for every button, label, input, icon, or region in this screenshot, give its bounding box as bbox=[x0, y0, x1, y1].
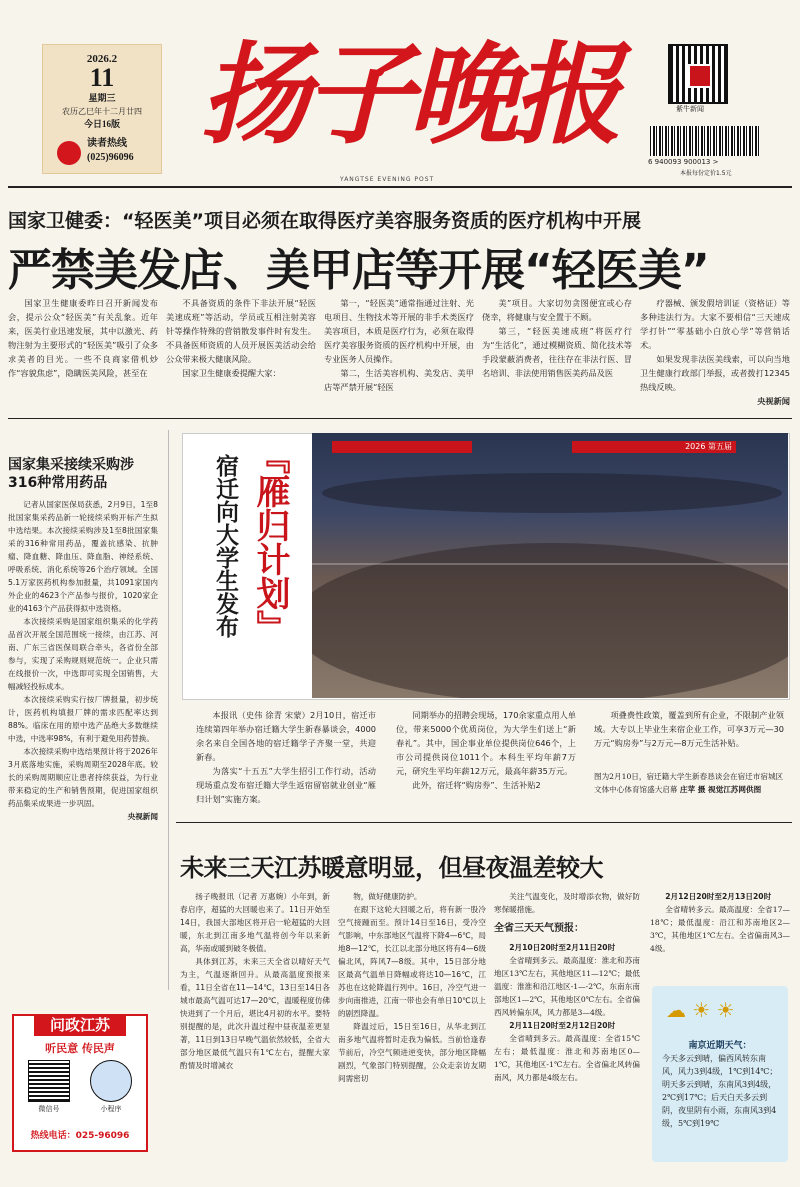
side-credit: 央视新闻 bbox=[127, 812, 158, 821]
weather-col-3: 关注气温变化，及时增添衣物，做好防寒保暖措施。 全省三天天气预报： 2月10日20时至2月11日20时 全省晴到多云。最高温度：淮北和苏南地区13℃左右，其他地区11—12℃；最低温度：淮淮和沿江地区-1—-2℃，东南东南部地区1—2℃，其他地区0℃左右。全省偏西风转偏东风，风力都是3—4级。 2月11日20时至2月12日20时 全省晴到多云。最高温度：全省15℃左右；最低温度：淮北和苏南地区0—1℃，其他地区-1℃左右。全省偏北风转偏南风，风力都是4级左右。 bbox=[494, 892, 640, 1082]
weather-col-2: 物，做好健康防护。 在跟下这轮大回暖之后，将有新一股冷空气接踵而至。预计14日至16日，受冷空气影响，中东部地区气温将下降4—6℃，局地8—12℃，长江以北部分地区将有4—6级偏北风，阵风7—8级。其中，15日部分地区最高气温单日降幅或将达10—16℃，江苏也在这轮降温行列中。16日，冷空气进一步向南推进，江南一带也会有单日10℃以上的剧烈降温。 降温过后，15日至16日，从华北到江南多地气温将暂时走我为偏低。当前恰逢春节前后，冷空气频进逆变快，部分地区降幅剧烈，气象部门特别提醒，公众走亲访友期间需密切 bbox=[338, 892, 486, 1083]
feature-caption: 图为2月10日，宿迁籍大学生新春恳谈会在宿迁市宿城区文体中心体育馆盛大启幕 庄苹 摄 视觉江苏网供图 bbox=[594, 772, 784, 794]
crowd-floor bbox=[312, 543, 788, 698]
forecast-2-body: 全省晴到多云。最高温度：全省15℃左右；最低温度：淮北和苏南地区0—1℃，其他地区-1℃左右。全省偏北风转偏南风，风力都是4级左右。 bbox=[494, 1034, 640, 1082]
price-note: 本报每份定价1.5元 bbox=[680, 170, 732, 177]
wenzheng-box bbox=[12, 1014, 148, 1152]
wenzheng-subtitle: 听民意 传民声 bbox=[45, 1042, 115, 1055]
hotline: 读者热线 (025)96096 bbox=[87, 138, 134, 163]
feature-divider bbox=[176, 822, 792, 823]
lead-col-2: 不具备资质的条件下非法开展“轻医美速成班”等活动，学员或互相注射美容针等操作特殊的营销散发事件时有发生。不具备医师资质的人员开展医美活动会给公众带来极大健康风险。 国家卫生健康委提醒大家： bbox=[166, 298, 316, 378]
lunar-date: 农历乙巳年十二月廿四 bbox=[62, 107, 142, 116]
nanjing-weather-title: 南京近期天气： bbox=[688, 1041, 752, 1051]
lead-col-4: 美”项目。大家切勿贪图便宜或心存侥幸，将健康与安全置于不顾。 第三，“轻医美速成班”将医疗行为“生活化”，通过模糊资质、简化技术等手段蒙蔽消费者，往往存在非法行医、冒名培训、非法使用销售医美药品及医 bbox=[482, 298, 632, 378]
crowd-top bbox=[322, 473, 782, 513]
lead-kicker: 国家卫健委：“轻医美”项目必须在取得医疗美容服务资质的医疗机构中开展 bbox=[8, 210, 641, 232]
feature-col-2: 同期举办的招聘会现场，170余家重点用人单位，带来5000个优质岗位，为大学生们送上“新春礼”。其中，国企事业单位提供岗位646个，上市公司提供岗位1011个。本科生平均年薪7万元，研究生平均年薪12万元，最高年薪35万元。 此外，宿迁将“购房券”、生活补贴2 bbox=[396, 710, 576, 790]
miniprogram-qr-icon bbox=[90, 1060, 132, 1102]
qr-code-icon bbox=[668, 44, 728, 104]
date-box bbox=[42, 44, 162, 174]
feature-vertical-title: 宿迁向大学生发布 bbox=[212, 454, 238, 638]
photo-floor-line bbox=[312, 563, 788, 565]
masthead-title: 扬子晚报 bbox=[200, 30, 616, 159]
feature-col-1: 本报讯（史伟 徐青 宋蒙）2月10日，宿迁市连续第四年举办宿迁籍大学生新春暴谈会，4000余名来自全国各地的宿迁籍学子齐聚一堂，共迎新春。 为落实“十五五”大学生招引工作行动，活动现场重点发布宿迁籍大学生返宿留宿就业创业“雁归计划”实施方案。 bbox=[196, 710, 376, 804]
side-divider bbox=[168, 430, 169, 990]
weather-col-4 bbox=[650, 890, 790, 955]
qr2-label: 小程序 bbox=[100, 1105, 122, 1113]
feature-photo bbox=[312, 433, 788, 698]
barcode-icon bbox=[650, 126, 760, 156]
weather-col-1: 扬子晚报讯（记者 万惠婉）小年到，新春启序，超猛的大回暖也来了。11日开始至14日，我国大部地区将开启一轮超猛的大回暖，东北到江南多地气温将创今年以来新高，华南或暖到破冬极值。 具体到江苏，未来三天全省以晴好天气为主，气温逐渐回升。从最高温度预报来看，11日全省在11—14℃，13日至14日各城市最高气温可达17—20℃，温暖程度仿佛快进到了一个月后，堪比4月初的水平。要特别提醒的是，此次升温过程中昼夜温差更显著，11日到13日早晚气温依然较低，全省大部分地区最低气温只有1℃左右，提醒大家酌情及时增减衣 bbox=[180, 892, 330, 1070]
qr-caption: 紫牛新闻 bbox=[676, 105, 704, 113]
lead-col-5: 疗器械、颁发假培训证（资格证）等多种违法行为。大家不要相信“三天速成学打针”“零基础小白放心学”等营销话术。 如果发现非法医美线索，可以向当地卫生健康行政部门举报，或者拨打12345热线反映。 央视新闻 bbox=[640, 298, 790, 406]
side-headline: 国家集采接续采购涉316种常用药品 bbox=[8, 457, 134, 491]
forecast-1-title: 2月10日20时至2月11日20时 bbox=[509, 943, 616, 952]
forecast-3-title: 2月12日20时至2月13日20时 bbox=[665, 892, 772, 901]
lead-col-3: 第一，“轻医美”通常指通过注射、光电项目、生物技术等开展的非手术类医疗美容项目，本质是医疗行为，必须在取得医疗美容服务资质的医疗机构中开展，由专业医务人员操作。 第二，生活美容机构、美发店、美甲店等严禁开展“轻医 bbox=[324, 298, 474, 392]
lead-credit: 央视新闻 bbox=[757, 396, 790, 406]
nanjing-weather-body: 今天多云到晴，偏西风转东南风，风力3到4级，1℃到14℃；明天多云到晴，东南风3到4级，2℃到17℃；后天白天多云到阴，夜里阴有小雨，东南风3到4级，5℃到19℃ bbox=[662, 1054, 778, 1128]
forecast-title: 全省三天天气预报： bbox=[494, 923, 584, 934]
lead-divider bbox=[8, 418, 792, 419]
barcode-number: 6 940093 900013 > bbox=[648, 158, 719, 166]
wenzheng-title: 问政江苏 bbox=[34, 1014, 126, 1036]
weekday: 星期三 bbox=[88, 93, 116, 103]
masthead-subtitle: YANGTSE EVENING POST bbox=[340, 176, 435, 183]
lead-col-1: 国家卫生健康委昨日召开新闻发布会，提示公众“轻医美”有关乱象。近年来，医美行业迅速发展，其中以激光、药物注射为主要形式的“轻医美”吸引了众多求美者的目光。一些不良商家借机炒作“容貌焦虑”，隐瞒医美风险，甚至在 bbox=[8, 298, 158, 378]
page-count: 今日16版 bbox=[83, 119, 120, 129]
qr1-label: 微信号 bbox=[38, 1105, 60, 1113]
wenzheng-tel: 热线电话：025-96096 bbox=[30, 1131, 130, 1141]
nanjing-weather-box bbox=[652, 986, 788, 1162]
forecast-1-body: 全省晴到多云。最高温度：淮北和苏南地区13℃左右，其他地区11—12℃；最低温度：淮淮和沿江地区-1—-2℃，东南东南部地区1—2℃，其他地区0℃左右。全省偏西风转偏东风，风力都是3—4级。 bbox=[494, 956, 640, 1017]
feature-red-title: 『雁归计划』 bbox=[250, 440, 290, 644]
feature-col-3: 项叠费性政策，覆盖到所有企业，不限制产业领域。大专以上毕业生来宿企业工作，可享3万元—30万元“购房券”与2万元—8万元生活补贴。 bbox=[594, 710, 784, 748]
date-day: 11 bbox=[89, 63, 115, 92]
side-body: 记者从国家医保局获悉，2月9日，1至8批国家集采药品新一轮接续采购开标产生拟中选结果。本次接续采购涉及1至8批国家集采的316种常用药品，覆盖抗感染、抗肿瘤、降血糖、降血压、降血脂、神经系统、呼吸系统、消化系统等26个治疗领域。全国5.1万家医药机构参加报量，共1091家国内外企业的4623个产品参与报价，1020家企业的4163个产品获得拟中选资格。 本次接续采购是国家组织集采的化学药品首次开展全国范围统一接续，由江苏、河南、广东三省医保局联合牵头，各省份全部参与，实现了采购规则规范统一。企业只需在线报价一次，中选即可实现全国销售，大幅减轻投标成本。 本次接续采购实行按厂牌报量，初步统计，医药机构填报厂牌的需求匹配率达到88%。临床在用的原中选产品绝大多数继续中选，中选率98%，有利于避免用药替换。 本次接续采购中选结果预计将于2026年3月底落地实施，采购周期至2028年底。较长的采购周期顺应让患者持续获益，为行业带来稳定的生产和销售预期，促进国家组织药品集采成果进一步巩固。 央视新闻 bbox=[8, 500, 158, 821]
newspaper-logo-icon bbox=[57, 141, 81, 165]
masthead-divider bbox=[8, 186, 792, 188]
lead-headline: 严禁美发店、美甲店等开展“轻医美” bbox=[8, 245, 709, 296]
weather-icons: ☁ ☀ ☀ bbox=[666, 998, 735, 1022]
wechat-qr-icon bbox=[28, 1060, 70, 1102]
feature-photo-credit: 庄苹 摄 视觉江苏网供图 bbox=[679, 785, 762, 794]
weather-headline: 未来三天江苏暖意明显，但昼夜温差较大 bbox=[180, 854, 603, 882]
photo-banner-left bbox=[332, 441, 472, 453]
forecast-3-body: 全省晴转多云。最高温度：全省17—18℃；最低温度：沿江和苏南地区2—3℃，其他地区1℃左右。全省偏南风3—4级。 bbox=[650, 905, 790, 953]
photo-banner-right: 2026 第五届 bbox=[572, 441, 736, 453]
forecast-2-title: 2月11日20时至2月12日20时 bbox=[509, 1021, 616, 1030]
date-year-month: 2026.2 bbox=[86, 53, 118, 65]
